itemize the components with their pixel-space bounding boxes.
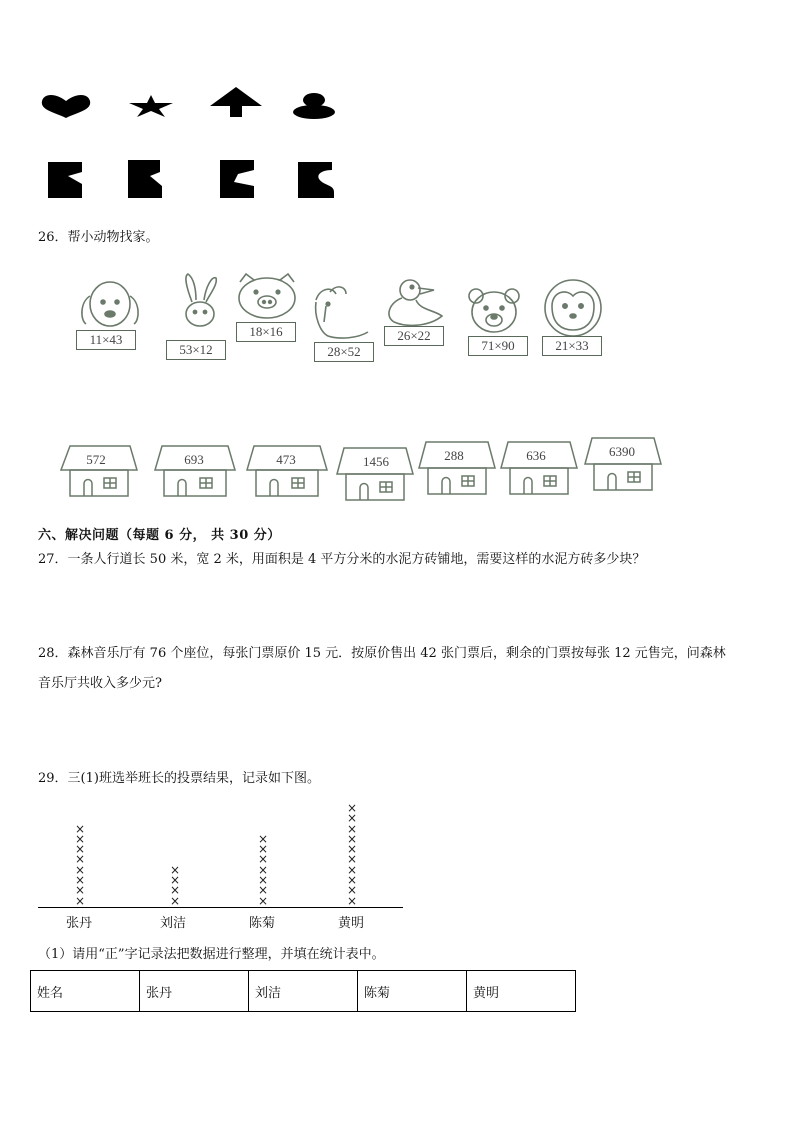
vote-mark: ×	[257, 883, 269, 898]
star-shape	[128, 94, 174, 122]
house-4-number: 1456	[363, 454, 389, 469]
heart-shape	[40, 92, 92, 124]
q29-sub1: （1）请用“正”字记录法把数据进行整理，并填在统计表中。	[38, 947, 385, 962]
vote-mark: ×	[169, 873, 181, 888]
monkey-sign: 21×33	[542, 336, 602, 356]
vote-mark: ×	[257, 893, 269, 908]
vote-mark: ×	[74, 862, 86, 877]
stat-table	[30, 970, 576, 1012]
q27-text: 27．一条人行道长 50 米，宽 2 米，用面积是 4 平方分米的水泥方砖铺地，需要这样的水泥方砖多少块？	[38, 552, 646, 567]
goat-sign: 28×52	[314, 342, 374, 362]
house-6-number: 636	[526, 448, 546, 463]
candidate-label: 刘洁	[160, 916, 187, 931]
q28-line2: 音乐厅共收入多少元?	[38, 676, 162, 691]
vote-mark: ×	[346, 831, 358, 846]
house-1-number: 572	[86, 452, 106, 467]
house-3-number: 473	[276, 452, 296, 467]
vote-mark: ×	[346, 801, 358, 815]
vote-mark: ×	[257, 873, 269, 888]
house-5-number: 288	[444, 448, 464, 463]
q29-title: 29．三(1)班选举班长的投票结果，记录如下图。	[38, 771, 320, 786]
table-cell: 黄明	[467, 971, 576, 1012]
goat-animal	[306, 282, 376, 348]
arrow-shape	[208, 86, 264, 122]
duck-sign: 26×22	[384, 326, 444, 346]
vote-mark: ×	[257, 831, 269, 846]
vote-mark: ×	[257, 862, 269, 877]
vote-mark: ×	[346, 873, 358, 888]
table-cell: 刘洁	[249, 971, 358, 1012]
bear-sign: 71×90	[468, 336, 528, 356]
vote-mark: ×	[74, 842, 86, 857]
vote-mark: ×	[346, 821, 358, 836]
table-row	[31, 971, 576, 1012]
q26-title: 26．帮小动物找家。	[38, 230, 159, 245]
q28-line1: 28．森林音乐厅有 76 个座位，每张门票原价 15 元．按原价售出 42 张门票后，剩余的门票按每张 12 元售完，问森林	[38, 646, 726, 661]
candidate-label: 陈菊	[249, 916, 276, 931]
vote-mark: ×	[74, 873, 86, 888]
vote-mark: ×	[346, 883, 358, 898]
vote-mark: ×	[169, 862, 181, 877]
vote-mark: ×	[257, 842, 269, 857]
vote-col-4	[345, 803, 359, 906]
vote-col-3	[256, 831, 270, 908]
candidate-label: 黄明	[338, 916, 365, 931]
mushroom-shape	[292, 92, 336, 124]
house-7-number: 6390	[609, 444, 635, 459]
table-cell: 张丹	[140, 971, 249, 1012]
rabbit-sign: 53×12	[166, 340, 226, 360]
vote-mark: ×	[346, 842, 358, 857]
table-cell: 陈菊	[358, 971, 467, 1012]
vote-mark: ×	[74, 883, 86, 898]
pig-sign: 18×16	[236, 322, 296, 342]
vote-mark: ×	[169, 893, 181, 908]
broken-shape-2	[128, 160, 164, 202]
house-2-number: 693	[184, 452, 204, 467]
vote-mark: ×	[346, 811, 358, 826]
vote-mark: ×	[346, 893, 358, 908]
vote-mark: ×	[257, 852, 269, 867]
section-6-title: 六、解决问题（每题 6 分， 共 30 分）	[38, 528, 281, 543]
broken-shape-4	[298, 162, 336, 202]
vote-mark: ×	[74, 852, 86, 867]
broken-shape-3	[220, 160, 256, 202]
vote-mark: ×	[74, 831, 86, 846]
rabbit-animal	[166, 272, 232, 346]
table-cell: 姓名	[31, 971, 140, 1012]
vote-mark: ×	[74, 893, 86, 908]
vote-mark: ×	[346, 852, 358, 867]
vote-chart	[38, 795, 404, 935]
vote-mark: ×	[346, 862, 358, 877]
broken-shape-1	[48, 162, 84, 202]
dog-sign: 11×43	[76, 330, 136, 350]
candidate-label: 张丹	[66, 916, 93, 931]
vote-mark: ×	[74, 821, 86, 836]
vote-mark: ×	[169, 883, 181, 898]
vote-col-1	[73, 821, 87, 908]
vote-col-2	[168, 862, 182, 908]
